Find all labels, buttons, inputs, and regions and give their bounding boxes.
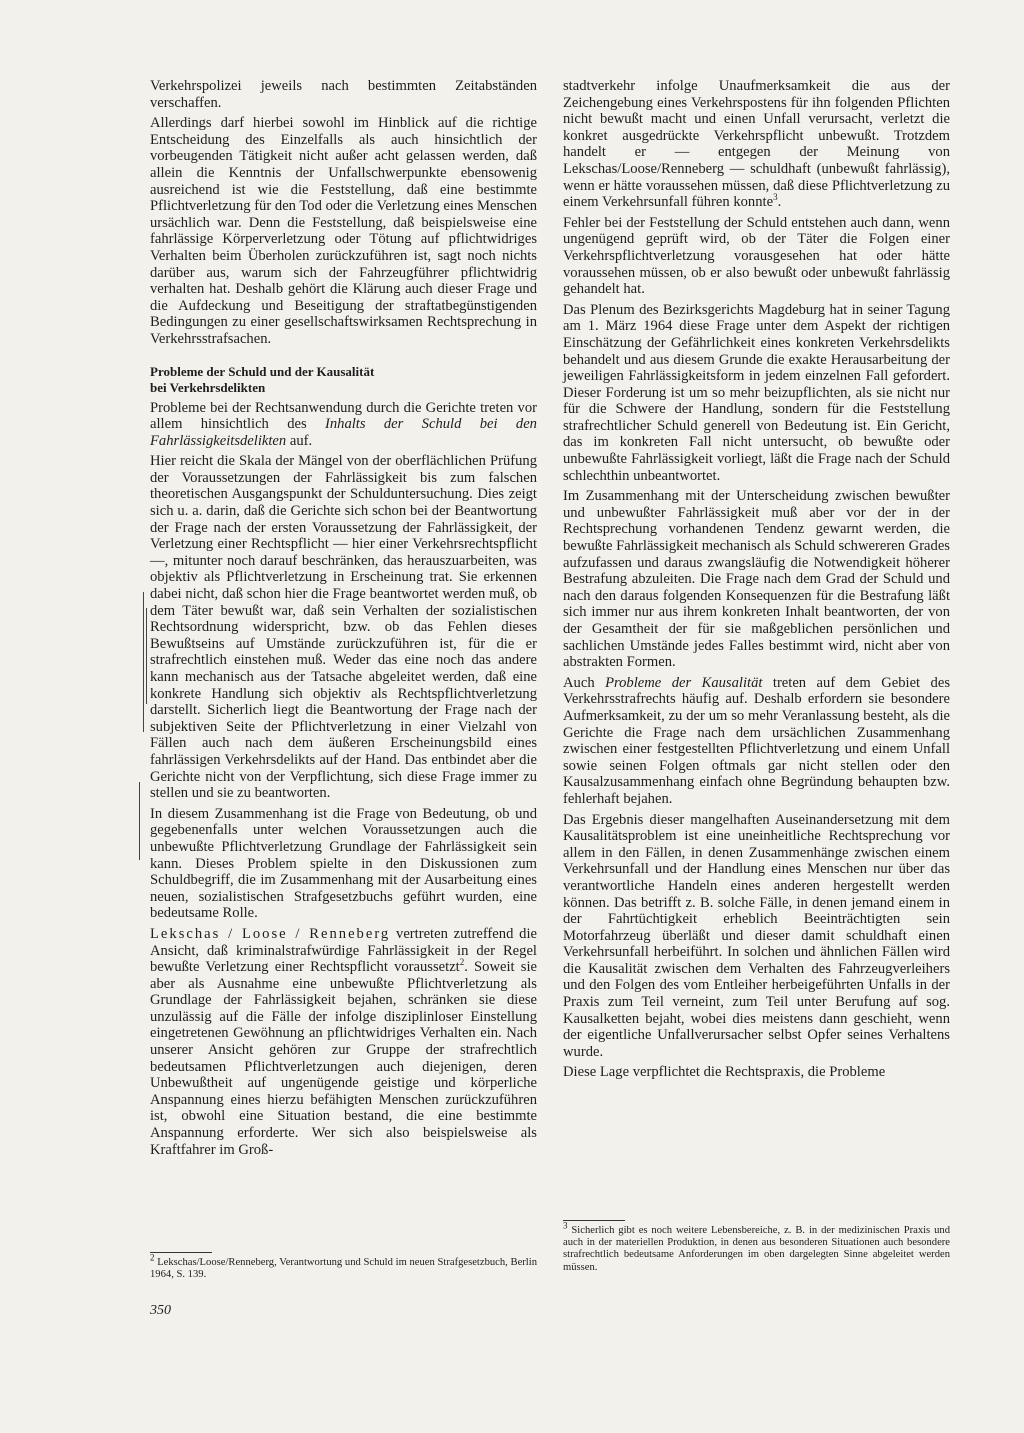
paragraph: Im Zusammenhang mit der Unterscheidung zwischen bewußter und unbewußter Fahrlässigkeit muß aber vor der in der Rechtsprechung vorhandenen Tendenz gewarnt werden, die bewußte Fahrlässigkeit mechanisch als Schuld schwereren Grades aufzufassen und daraus zwangsläufig die Notwendigkeit höherer Bestrafung abzuleiten. Die Frage nach dem Grad der Schuld und nach den daraus folgenden Konsequenzen für die Bestrafung läßt sich immer nur aus ihrem konkreten Inhalt beantworten, der von der Gesamtheit der für sie maßgeblichen persönlichen und sachlichen Umstände jedes Falles bestimmt wird, nicht aber von abstrakten Formen. — [563, 488, 950, 671]
left-column — [150, 78, 537, 1162]
paragraph: stadtverkehr infolge Unaufmerksamkeit die aus der Zeichengebung eines Verkehrspostens für ihn folgenden Pflichten nicht bewußt macht und einen Unfall verursacht, verletzt die konkret ausgedrückte Verkehrspflicht unbewußt. Trotzdem handelt er — entgegen der Meinung von Lekschas/Loose/Renneberg — schuldhaft (unbewußt fahrlässig), wenn er hätte voraussehen müssen, daß diese Pflichtverletzung zu einem Verkehrsunfall führen konnte$^3$. — [563, 78, 950, 211]
section-heading-line: Probleme der Schuld und der Kausalität — [150, 363, 375, 379]
paragraph: Verkehrspolizei jeweils nach bestimmten Zeitabständen verschaffen. — [150, 78, 537, 111]
emphasis: Inhalts der Schuld bei den Fahrlässigkeitsdelikten — [150, 416, 537, 449]
paragraph: Allerdings darf hierbei sowohl im Hinblick auf die richtige Entscheidung des Einzelfalls als auch hinsichtlich der vorbeugenden Tätigkeit nicht außer acht gelassen werden, daß allein die Kenntnis der Unfallschwerpunkte ebensowenig ausreichend ist wie die Feststellung, daß eine bestimmte Pflichtverletzung für den Tod oder die Verletzung eines Menschen ursächlich war. Denn die Feststellung, daß beispielsweise eine fahrlässige Körperverletzung oder Tötung auf pflichtwidriges Verhalten beim Überholen zurückzuführen ist, sagt noch nichts darüber aus, warum sich der Fahrzeugführer pflichtwidrig verhalten hat. Deshalb gehört die Klärung auch dieser Frage und die Aufdeckung und Beseitigung der straftatbegünstigenden Bedingungen zu einer gesellschaftswirksamen Rechtsprechung in Verkehrsstrafsachen. — [150, 115, 537, 347]
footnotes-right — [563, 1220, 950, 1274]
footnotes-left — [150, 1252, 537, 1281]
section-heading-line: bei Verkehrsdelikten — [150, 379, 266, 395]
paragraph: Probleme bei der Rechtsanwendung durch die Gerichte treten vor allem hinsichtlich des Inhalts der Schuld bei den Fahrlässigkeitsdelikten auf. — [150, 399, 537, 449]
paragraph: Diese Lage verpflichtet die Rechtspraxis, die Probleme — [563, 1064, 886, 1081]
author-names: Lekschas / Loose / Renneberg — [150, 925, 391, 942]
footnote: $^3$ Sicherlich gibt es noch weitere Lebensbereiche, z. B. in der medizinischen Praxis und auch in der materiellen Produktion, in denen aus besonderen Situationen auch besondere strafrechtlich bedeutsame Anforderungen im oben dargelegten Sinne abgeleitet werden müssen. — [563, 1220, 950, 1273]
paragraph: Hier reicht die Skala der Mängel von der oberflächlichen Prüfung der Voraussetzungen der Fahrlässigkeit bis zum falschen theoretischen Ausgangspunkt der Schulduntersuchung. Dies zeigt sich u. a. darin, daß die Gerichte sich schon bei der Beantwortung der Frage nach der ersten Voraussetzung der Fahrlässigkeit, der Verletzung einer Rechtspflicht — hier einer Verkehrsrechtspflicht —, mitunter noch darauf beschränken, das herauszuarbeiten, was objektiv als Pflichtverletzung in Erscheinung trat. Sie erkennen dabei nicht, daß schon hier die Frage beantwortet werden muß, ob dem Täter bewußt war, daß sein Verhalten der sozialistischen Rechtsordnung widerspricht, bzw. ob das Fehlen dieses Bewußtseins auf Umstände zurückzuführen ist, für die er strafrechtlich einstehen muß. Weder das eine noch das andere kann mechanisch aus der Tatsache abgeleitet werden, daß eine konkrete Handlung sich objektiv als Rechtspflichtverletzung darstellt. Sicherlich liegt die Beantwortung der Frage nach der subjektiven Seite der Pflichtverletzung in einer Vielzahl von Fällen auch nach dem äußeren Erscheinungsbild eines fahrlässigen Verkehrsdelikts auf der Hand. Das entbindet aber die Gerichte nicht von der Verpflichtung, sich diese Frage immer zu stellen und sie zu beantworten. — [150, 453, 537, 802]
margin-mark — [139, 782, 140, 860]
paragraph: Das Ergebnis dieser mangelhaften Auseinandersetzung mit dem Kausalitätsproblem ist eine uneinheitliche Rechtsprechung vor allem in den Fällen, in denen Zusammenhänge zwischen einem Verkehrsunfall und der Handlung eines Menschen nur über das verantwortliche Handeln eines anderen hergestellt werden können. Das betrifft z. B. solche Fälle, in denen jemand einem in der Fahrtüchtigkeit erheblich Beeinträchtigten sein Motorfahrzeug überläßt und dieser damit schuldhaft einen Verkehrsunfall herbeiführt. In solchen und ähnlichen Fällen wird die Kausalität zwischen dem Verhalten des Fahrzeugverleihers und den Folgen des vom Entleiher herbeigeführten Unfalls in der Praxis zum Teil verneint, zum Teil unter Berufung auf sog. Kausalketten bejaht, wobei dies meistens dann geschieht, wenn der eigentliche Unfallverursacher selbst Opfer seines Verhaltens wurde. — [563, 811, 950, 1060]
footnote: $^2$ Lekschas/Loose/Renneberg, Verantwortung und Schuld im neuen Strafgesetzbuch, Berlin 1964, S. 139. — [150, 1252, 537, 1281]
paragraph: Lekschas / Loose / Renneberg vertreten zutreffend die Ansicht, daß kriminalstrafwürdige Fahrlässigkeit in der Regel bewußte Verletzung einer Rechtspflicht voraussetzt$^2$. Soweit sie aber als Ausnahme eine unbewußte Pflichtverletzung als Grundlage der Fahrlässigkeit bejahen, schränken sie diese unzulässig auf die Fälle der infolge disziplinloser Einstellung eingetretenen Gewöhnung an pflichtwidriges Verhalten ein. Nach unserer Ansicht gehören zur Gruppe der strafrechtlich bedeutsamen Pflichtverletzungen auch diejenigen, deren Unbewußtheit auf ungenügende geistige und körperliche Anspannung eines hierzu befähigten Menschen zurückzuführen ist, obwohl eine Situation bestand, die eine bestimmte Anspannung erforderte. Wer sich also beispielsweise als Kraftfahrer im Groß- — [150, 925, 537, 1158]
paragraph: Das Plenum des Bezirksgerichts Magdeburg hat in seiner Tagung am 1. März 1964 diese Frage unter dem Aspekt der richtigen Einschätzung der Gefährlichkeit eines konkreten Verkehrsdelikts behandelt und aus diesem Grunde die exakte Herausarbeitung der jeweiligen Fahrlässigkeitsform in jedem einzelnen Fall gefordert. Dieser Forderung ist um so mehr beizupflichten, als sie nicht nur für die Schwere der Handlung, sondern für die Feststellung strafrechtlicher Schuld generell von Bedeutung ist. Ein Gericht, das im konkreten Fall nicht untersucht, ob bewußte oder unbewußte Fahrlässigkeit vorliegt, läßt die Frage nach der Schuld schlechthin unbeantwortet. — [563, 301, 950, 484]
page-number: 350 — [150, 1303, 171, 1318]
paragraph: In diesem Zusammenhang ist die Frage von Bedeutung, ob und gegebenenfalls unter welchen Voraussetzungen auch die unbewußte Pflichtverletzung Grundlage der Fahrlässigkeit sein kann. Dieses Problem spielte in den Diskussionen zum Schuldbegriff, die im Zusammenhang mit der Ausarbeitung eines neuen, sozialistischen Strafgesetzbuchs geführt wurden, eine bedeutsame Rolle. — [150, 805, 537, 922]
footnote-rule — [150, 1252, 212, 1253]
right-column — [563, 78, 950, 1085]
section-heading — [150, 364, 537, 396]
paragraph: Auch Probleme der Kausalität treten auf dem Gebiet des Verkehrsstrafrechts häufig auf. Deshalb erfordern sie besondere Aufmerksamkeit, zu der um so mehr Veranlassung besteht, als die Gerichte die Frage nach dem ursächlichen Zusammenhang zwischen einer festgestellten Pflichtverletzung und einem Unfall sowie seinen Folgen oftmals gar nicht stellen oder den Kausalzusammenhang einfach ohne Begründung behaupten bzw. fehlerhaft bejahen. — [563, 674, 951, 807]
footnote-ref: 2 — [459, 957, 465, 968]
footnote-rule — [563, 1220, 625, 1221]
margin-mark — [143, 592, 144, 732]
footnote-ref: 3 — [773, 192, 778, 203]
margin-mark — [146, 608, 147, 704]
paragraph: Fehler bei der Feststellung der Schuld entstehen auch dann, wenn ungenügend geprüft wird, ob der Täter die Folgen einer Verkehrspflichtverletzung vorausgesehen hat oder hätte voraussehen müssen, ob er also bewußt oder unbewußt fahrlässig gehandelt hat. — [563, 214, 950, 298]
emphasis: Probleme der Kausalität — [605, 674, 763, 691]
